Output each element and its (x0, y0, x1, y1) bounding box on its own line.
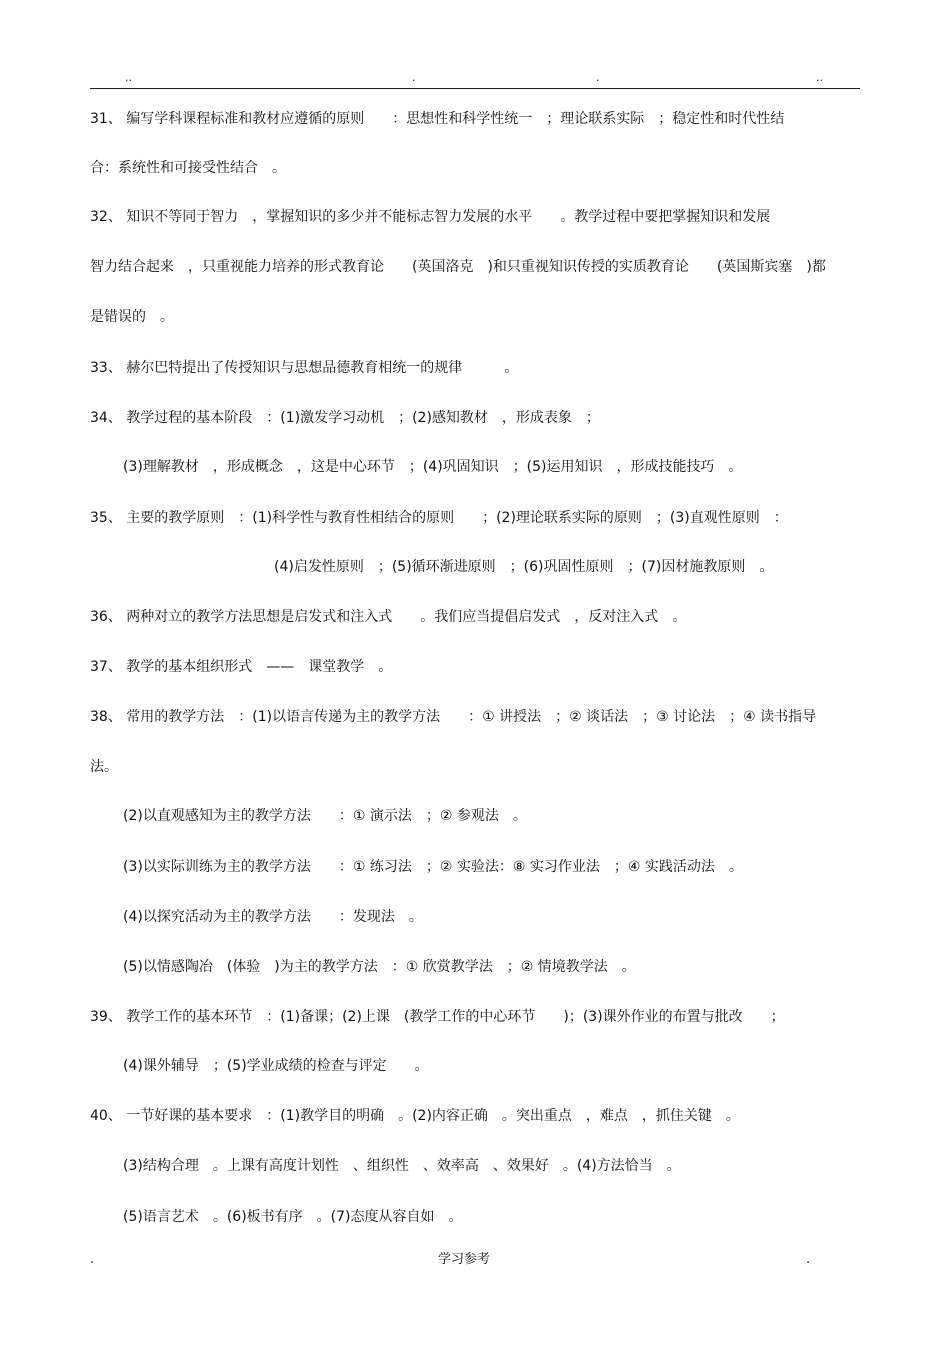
item-38-line-3: (2)以直观感知为主的教学方法 ：① 演示法 ；② 参观法 。 (123, 808, 527, 824)
item-34-line-1: 34、 教学过程的基本阶段 ：(1)激发学习动机 ；(2)感知教材 ，形成表象 ； (90, 410, 600, 426)
item-32-line-2: 智力结合起来 ，只重视能力培养的形式教育论 (英国洛克 )和只重视知识传授的实质教育论 (英国斯宾塞 )都 (90, 259, 826, 275)
header-rule (90, 88, 860, 89)
header-mark: . (596, 71, 600, 84)
footer-right-mark: . (806, 1252, 811, 1267)
item-31-line-2: 合：系统性和可接受性结合 。 (90, 160, 286, 176)
item-34-line-2: (3)理解教材 ，形成概念 ，这是中心环节 ；(4)巩固知识 ；(5)运用知识 ，形成技能技巧 。 (123, 459, 743, 475)
item-38-line-5: (4)以探究活动为主的教学方法 ：发现法 。 (123, 909, 423, 925)
item-39-line-2: (4)课外辅导 ；(5)学业成绩的检查与评定 。 (123, 1058, 429, 1074)
item-33-line-1: 33、 赫尔巴特提出了传授知识与思想品德教育相统一的规律 。 (90, 360, 519, 376)
item-32-line-3: 是错误的 。 (90, 309, 174, 325)
item-35-line-2: (4)启发性原则 ；(5)循环渐进原则 ；(6)巩固性原则 ；(7)因材施教原则 。 (274, 559, 774, 575)
item-38-line-4: (3)以实际训练为主的教学方法 ：① 练习法 ；② 实验法：⑧ 实习作业法 ；④ 实践活动法 。 (123, 859, 743, 875)
header-mark: .. (125, 71, 132, 84)
item-40-line-1: 40、 一节好课的基本要求 ：(1)教学目的明确 。(2)内容正确 。突出重点 ，难点 ，抓住关键 。 (90, 1108, 740, 1124)
header-mark: .. (816, 71, 823, 84)
item-35-line-1: 35、 主要的教学原则 ：(1)科学性与教育性相结合的原则 ；(2)理论联系实际的原则 ；(3)直观性原则 ： (90, 510, 788, 526)
item-31-line-1: 31、 编写学科课程标准和教材应遵循的原则 ：思想性和科学性统一 ；理论联系实际 ；稳定性和时代性结 (90, 111, 785, 127)
item-40-line-3: (5)语言艺术 。(6)板书有序 。(7)态度从容自如 。 (123, 1209, 463, 1225)
item-38-line-1: 38、 常用的教学方法 ：(1)以语言传递为主的教学方法 ：① 讲授法 ；② 谈话法 ；③ 讨论法 ；④ 读书指导 (90, 709, 817, 725)
item-40-line-2: (3)结构合理 。上课有高度计划性 、组织性 、效率高 、效果好 。(4)方法恰当 。 (123, 1158, 681, 1174)
header-mark: . (412, 71, 416, 84)
item-38-line-6: (5)以情感陶冶 (体验 )为主的教学方法 ：① 欣赏教学法 ；② 情境教学法 。 (123, 959, 636, 975)
item-32-line-1: 32、 知识不等同于智力 ，掌握知识的多少并不能标志智力发展的水平 。教学过程中要把掌握知识和发展 (90, 209, 771, 225)
item-39-line-1: 39、 教学工作的基本环节 ：(1)备课；(2)上课 (教学工作的中心环节 )；(3)课外作业的布置与批改 ； (90, 1009, 785, 1025)
item-37-line-1: 37、 教学的基本组织形式 —— 课堂教学 。 (90, 659, 393, 675)
item-36-line-1: 36、 两种对立的教学方法思想是启发式和注入式 。我们应当提倡启发式 ，反对注入式 。 (90, 609, 687, 625)
item-38-line-2: 法。 (90, 759, 118, 775)
page-header (90, 72, 860, 88)
footer-caption: 学习参考 (438, 1252, 491, 1267)
footer-left-mark: . (90, 1252, 95, 1267)
